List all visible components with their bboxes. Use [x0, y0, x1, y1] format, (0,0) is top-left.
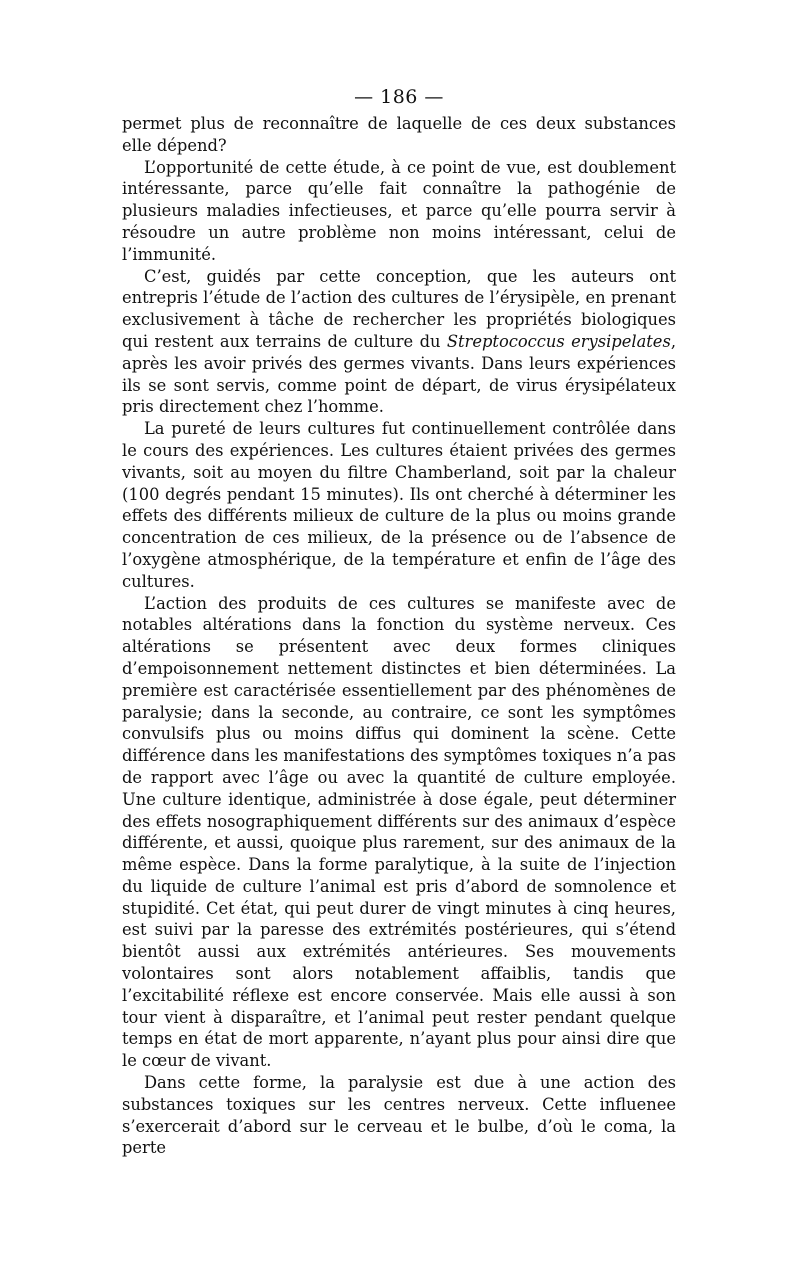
paragraph-3-text-a: C’est, guidés par cette conception, que les auteurs ont entrepris l’étude de l’action des cultures de l’érysipèle, en prenant exclusivement à tâche de rechercher les propriétés biologiques qui restent aux terrains de culture du — [122, 266, 676, 351]
paragraph-4-text: La pureté de leurs cultures fut continuellement contrôlée dans le cours des expériences. Les cultures étaient privées des germes vivants, soit au moyen du filtre Chamberland, soit par la chaleur (100 degrés pendant 15 minutes). Ils ont cherché à déterminer les effets des différents milieux de culture de la plus ou moins grande concentration de ces milieux, de la présence ou de l’absence de l’oxygène atmosphérique, de la température et enfin de l’âge des cultures. — [122, 419, 676, 591]
paragraph-3-text-b: , après les avoir privés des germes vivants. Dans leurs expériences ils se sont servis, comme point de départ, de virus érysipélateux pris directement chez l’homme. — [122, 331, 676, 417]
paragraph-5 — [122, 593, 676, 1073]
paragraph-1 — [122, 113, 676, 157]
page-number: — 186 — — [354, 86, 444, 108]
paragraph-2-text: L’opportunité de cette étude, à ce point de vue, est doublement intéressante, parce qu’elle fait connaître la pathogénie de plusieurs maladies infectieuses, et parce qu’elle pourra servir à résoudre un autre problème non moins intéressant, celui de l’immunité. — [122, 157, 676, 264]
book-page — [122, 84, 676, 1159]
paragraph-3 — [122, 266, 676, 419]
paragraph-6-text: Dans cette forme, la paralysie est due à une action des substances toxiques sur les centres nerveux. Cette influenee s’exercerait d’abord sur le cerveau et le bulbe, d’où le coma, la perte — [122, 1073, 676, 1158]
paragraph-6 — [122, 1072, 676, 1159]
paragraph-5-text: L’action des produits de ces cultures se manifeste avec de notables altérations dans la fonction du système nerveux. Ces altérations se présentent avec deux formes cliniques d’empoisonnement nettement distinctes et bien déterminées. La première est caractérisée essentiellement par des phénomènes de paralysie; dans la seconde, au contraire, ce sont les symptômes convulsifs plus ou moins diffus qui dominent la scène. Cette différence dans les manifestations des symptômes toxiques n’a pas de rapport avec l’âge ou avec la quantité de culture employée. Une culture identique, administrée à dose égale, peut déterminer des effets nosographiquement différents sur des animaux d’espèce différente, et aussi, quoique plus rarement, sur des animaux de la même espèce. Dans la forme paralytique, à la suite de l’injection du liquide de culture l’animal est pris d’abord de somnolence et stupidité. Cet état, qui peut durer de vingt minutes à cinq heures, est suivi par la paresse des extrémités postérieures, qui s’étend bientôt aussi aux extrémités antérieures. Ses mouvements volontaires sont alors notablement affaiblis, tandis que l’excitabilité réflexe est encore conservée. Mais elle aussi à son tour vient à disparaître, et l’animal peut rester pendant quelque temps en état de mort apparente, n’ayant plus pour ainsi dire que le cœur de vivant. — [122, 593, 676, 1071]
paragraph-4 — [122, 418, 676, 592]
paragraph-1-text: permet plus de reconnaître de laquelle de ces deux substances elle dépend? — [122, 114, 676, 155]
paragraph-2 — [122, 157, 676, 266]
paragraph-3-species-name: Streptococcus erysipelates — [446, 331, 671, 351]
